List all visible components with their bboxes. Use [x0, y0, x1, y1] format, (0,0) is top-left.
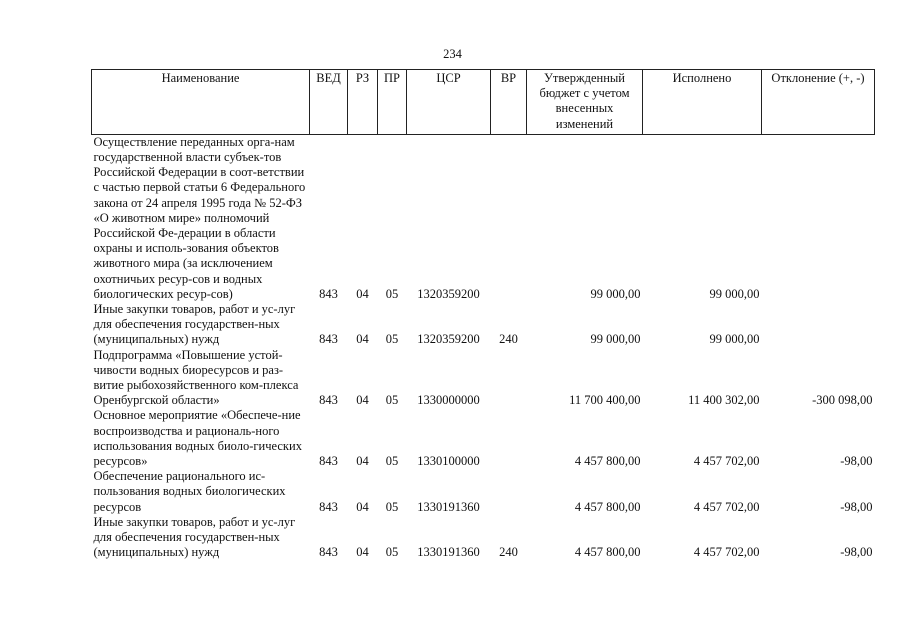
page-number: 234 [443, 47, 462, 61]
row-rz: 04 [356, 545, 369, 560]
row-approved: 4 457 800,00 [574, 499, 641, 514]
row-deviation: -98,00 [840, 454, 873, 469]
row-vr [491, 408, 527, 469]
row-approved: 99 000,00 [590, 286, 641, 301]
row-ved: 843 [319, 499, 338, 514]
row-pr: 05 [385, 454, 399, 469]
row-rz: 04 [356, 393, 369, 408]
row-rz: 04 [356, 454, 369, 469]
row-executed: 99 000,00 [709, 332, 760, 347]
row-vr [491, 134, 527, 302]
row-csr: 1330000000 [417, 393, 480, 408]
header-executed: Исполнено [643, 70, 762, 135]
row-vr: 240 [499, 545, 518, 560]
row-vr [491, 469, 527, 515]
row-vr: 240 [499, 332, 518, 347]
header-deviation: Отклонение (+, -) [762, 70, 875, 135]
table-row [92, 348, 875, 409]
row-pr: 05 [385, 499, 399, 514]
row-executed: 11 400 302,00 [688, 393, 760, 408]
row-approved: 4 457 800,00 [574, 545, 641, 560]
row-deviation: -98,00 [840, 499, 873, 514]
row-pr: 05 [385, 286, 399, 301]
table-row [92, 515, 875, 561]
row-name: Иные закупки товаров, работ и ус-луг для обеспечения государствен-ных (муниципальных) нужд [93, 514, 296, 560]
row-vr [491, 348, 527, 409]
header-approved: Утвержденный бюджет с учетом внесенных изменений [527, 70, 643, 135]
row-executed: 4 457 702,00 [693, 545, 760, 560]
row-ved: 843 [319, 454, 338, 469]
row-ved: 843 [319, 286, 338, 301]
row-deviation [762, 302, 875, 348]
row-rz: 04 [356, 499, 369, 514]
row-csr: 1320359200 [417, 332, 480, 347]
row-executed: 99 000,00 [709, 286, 760, 301]
table-row [92, 134, 875, 302]
row-name: Основное мероприятие «Обеспече-ние воспроизводства и рациональ-ного использования водных биоло-гических ресурсов» [93, 408, 302, 469]
row-ved: 843 [319, 545, 338, 560]
row-pr: 05 [385, 393, 399, 408]
header-row [92, 70, 875, 135]
row-approved: 4 457 800,00 [574, 454, 641, 469]
header-rz: РЗ [348, 70, 378, 135]
row-csr: 1330100000 [417, 454, 480, 469]
row-ved: 843 [319, 332, 338, 347]
row-approved: 11 700 400,00 [569, 393, 641, 408]
row-deviation: -98,00 [840, 545, 873, 560]
row-ved: 843 [319, 393, 338, 408]
header-ved: ВЕД [310, 70, 348, 135]
row-csr: 1330191360 [417, 499, 480, 514]
row-executed: 4 457 702,00 [693, 454, 760, 469]
row-pr: 05 [385, 545, 399, 560]
row-deviation [762, 134, 875, 302]
row-name: Обеспечение рационального ис-пользования водных биологических ресурсов [93, 469, 286, 514]
row-rz: 04 [356, 332, 369, 347]
table-row [92, 408, 875, 469]
row-executed: 4 457 702,00 [693, 499, 760, 514]
header-pr: ПР [378, 70, 407, 135]
row-csr: 1320359200 [417, 286, 480, 301]
row-name: Иные закупки товаров, работ и ус-луг для обеспечения государствен-ных (муниципальных) нужд [93, 302, 296, 347]
budget-table [91, 69, 875, 561]
header-name: Наименование [92, 70, 310, 135]
header-csr: ЦСР [407, 70, 491, 135]
row-csr: 1330191360 [417, 545, 480, 560]
row-deviation: -300 098,00 [812, 393, 873, 408]
row-name: Осуществление переданных орга-нам государственной власти субъек-тов Российской Федерации в соот-ветствии с частью первой статьи 6 Федерального закона от 24 апреля 1995 года № 52-ФЗ «О животном мире» полномочий Российской Фе-дерации в области охраны и исполь-зования объектов животного мира (за исключением охотничьих ресур-сов и водных биологических ресур-сов) [93, 134, 306, 301]
row-name: Подпрограмма «Повышение устой-чивости водных биоресурсов и раз-витие рыбохозяйственного ком-плекса Оренбургской области» [93, 347, 299, 408]
table-row [92, 302, 875, 348]
row-rz: 04 [356, 286, 369, 301]
row-pr: 05 [385, 332, 399, 347]
header-vr: ВР [491, 70, 527, 135]
table-row [92, 469, 875, 515]
row-approved: 99 000,00 [590, 332, 641, 347]
